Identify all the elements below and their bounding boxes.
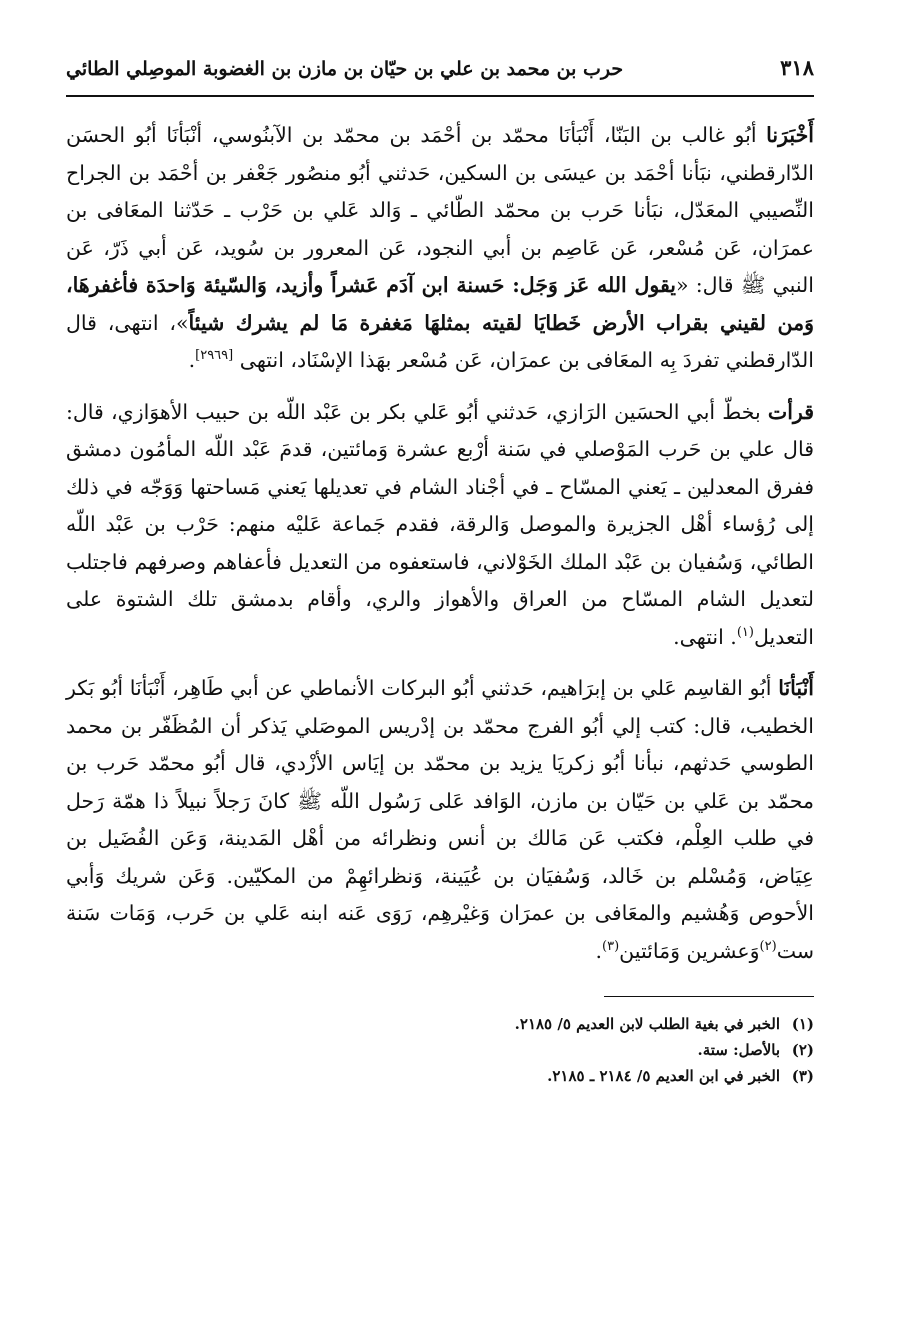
paragraph-lead: قرأت <box>767 399 814 424</box>
paragraph-lead: أَخْبَرَنا <box>766 123 814 147</box>
main-text <box>66 117 814 970</box>
hadith-quote: يقول الله عَز وَجَل: حَسنة ابن آدَم عَشراً وأزيد، وَالسّيئة وَاحدَة فأغفرهَا، وَمن لقيني بقراب الأرض خَطايَا لقيته بمثلهَا مَغفرة مَا لم يشرك شيئاً <box>66 273 814 335</box>
footnote-number: (١) <box>791 1015 814 1033</box>
paragraph-end: . <box>595 938 603 963</box>
paragraph-text-after: »، انتهى، قال الدّارقطني تفردَ بِه المعَافى بن عمرَان، عَن مُسْعر بهَذا الإسْنَاد، انتهى <box>66 310 814 372</box>
header-rule <box>66 95 814 97</box>
paragraph-text-mid: وَعشرين وَمَائتين <box>619 938 760 963</box>
paragraph-text: أبُو القاسِم عَلي بن إبرَاهيم، حَدثني أبُو البركات الأنماطي عن أبي طَاهِر، أَنْبَأنَا أبُو بَكر الخطيب، قال: كتب إلي أبُو الفرج محمّد بن إدْريس الموصَلي يَذكر أن المُظَفّر بن محمد الطوسي حَدثهم، نبأنا أبُو زكريَا يزيد بن محمّد بن إيَاس الأزْدي، قال أبُو محمّد حَرب بن محمّد بن عَلي بن حَيّان بن مازن، الوَافد عَلى رَسُول اللّه ﷺ كانَ رَجلاً نبيلاً ذا همّة رَحل في طلب العِلْم، فكتب عَن مَالك بن أنس ونظرائه من أهْل المَدينة، وَعَن الفُضَيل بن عِيَاض، وَمُسْلم بن خَالد، وَسُفيَان بن عُيَينة، وَنظرائهِمْ من المكيّين. وَعَن شريك وَأبي الأحوص وَهُشيم والمعَافى بن عمرَان وَغيْرهِم، رَوَى عَنه ابنه عَلي بن حَرب، وَمَات سَنة ست <box>66 676 814 963</box>
paragraph-text: أبُو غالب بن البَنّا، أَنْبَأنَا محمّد بن أحْمَد بن محمّد بن الآبنُوسي، أنْبَأنَا أبُو الحسَن الدّارقطني، نبَأنا أحْمَد بن عيسَى بن السكين، حَدثني أبُو منصُور جَعْفر بن أحْمَد بن الجراح النِّصيبي المعَدّل، نبَأنا حَرب بن محمّد الطّائي ـ وَالد عَلي بن حَرْب ـ حَدّثنا المعَافى بن عمرَان، عَن مُسْعر، عَن عَاصِم بن أبي النجود، عَن المعرور بن سُويد، عَن أبي ذَرّ، عَن النبي ﷺ قال: « <box>66 123 814 297</box>
page-header <box>66 55 814 93</box>
footnote-ref: (٢) <box>759 938 777 954</box>
footnote <box>66 1011 814 1037</box>
paragraph-hadith <box>66 117 814 380</box>
paragraph-end: . انتهى. <box>673 624 737 649</box>
paragraph-qara2t <box>66 394 814 657</box>
footnote-ref: (١) <box>736 624 754 640</box>
footnote-number: (٢) <box>791 1041 814 1059</box>
footnote-text: الخبر في بغية الطلب لابن العديم ٥/ ٢١٨٥. <box>514 1015 780 1033</box>
paragraph-end: . <box>188 348 196 372</box>
paragraph-lead: أَنْبَأنَا <box>778 676 814 700</box>
running-title: حرب بن محمد بن علي بن حيّان بن مازن بن الغضوبة الموصِلي الطائي <box>66 58 624 80</box>
page-number: ٣١٨ <box>780 55 814 80</box>
book-page <box>66 55 814 1305</box>
footnote-text: الخبر في ابن العديم ٥/ ٢١٨٤ ـ ٢١٨٥. <box>547 1067 780 1085</box>
footnote-rule <box>604 996 814 997</box>
paragraph-anba2ana <box>66 670 814 970</box>
footnote <box>66 1063 814 1089</box>
paragraph-text: بخطّ أبي الحسَين الرَازي، حَدثني أبُو عَلي بكر بن عَبْد اللّه بن حبيب الأهوَازي، قال: قال علي بن حَرب المَوْصلي في سَنة أرْبع عشرة وَمائتين، قدمَ عَبْد اللّه المأمُون دمشق ففرق المعدلين ـ يَعني المسّاح ـ في أجْناد الشام في تعديلها يَعني مَساحتها وَوَجّه في ذلك إلى رُؤساء أهْل الجزيرة والموصل وَالرقة، فقدم جَماعة عَليْه منهم: حَرْب بن عَبْد اللّه الطائي، وَسُفيان بن عَبْد الملك الخَوْلاني، فاستعفوه من التعديل فأعفاهم وصرفهم فاجتلب لتعديل الشام المسّاح من العراق والأهواز والري، وأقام بدمشق تلك الشتوة على التعديل <box>66 399 814 649</box>
hadith-number: [٢٩٦٩] <box>195 348 234 364</box>
footnotes <box>66 1011 814 1089</box>
footnote <box>66 1037 814 1063</box>
footnote-number: (٣) <box>791 1067 814 1085</box>
footnote-ref: (٣) <box>602 938 620 954</box>
footnote-text: بالأصل: ستة. <box>697 1041 780 1059</box>
